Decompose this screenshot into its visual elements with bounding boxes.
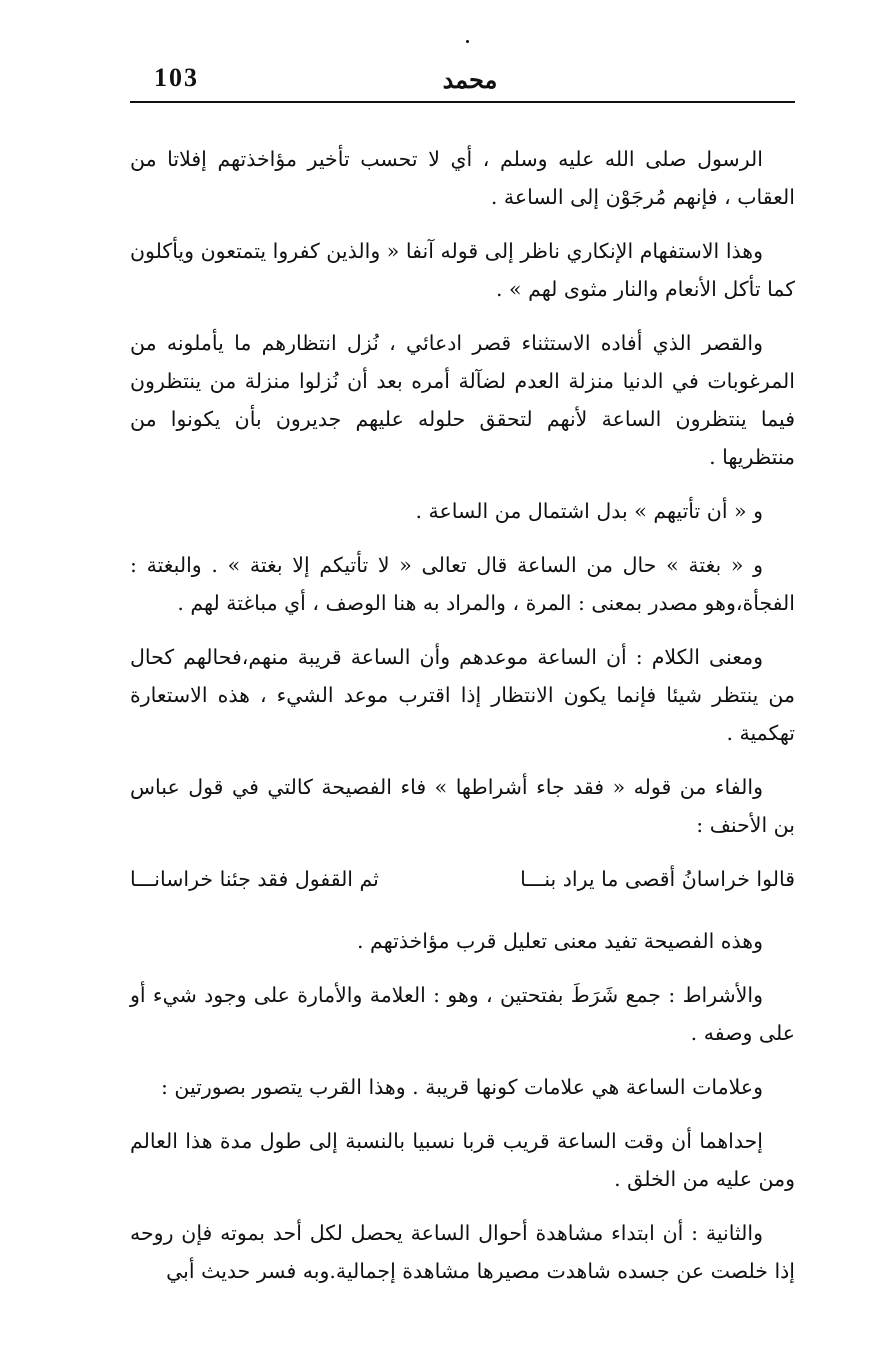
body-text: [130, 140, 795, 1306]
ornament-dot: [466, 40, 469, 43]
paragraph-5: و « بغتة » حال من الساعة قال تعالى « لا تأتيكم إلا بغتة » . والبغتة : الفجأة،وهو مصدر بمعنى : المرة ، والمراد به هنا الوصف ، أي مباغتة لهم .: [130, 553, 795, 615]
running-title: محمد: [442, 65, 498, 94]
verse-second-hemistich: ثم القفول فقد جئنا خراسانـــا: [130, 867, 379, 891]
paragraph-6: ومعنى الكلام : أن الساعة موعدهم وأن الساعة قريبة منهم،فحالهم كحال من ينتظر شيئا فإنما يكون الانتظار إذا اقترب موعد الشيء ، هذه الاستعارة تهكمية .: [130, 645, 795, 745]
paragraph-7: والفاء من قوله « فقد جاء أشراطها » فاء الفصيحة كالتي في قول عباس بن الأحنف :: [130, 775, 795, 837]
page-number: 103: [154, 63, 199, 92]
paragraph-9: والأشراط : جمع شَرَطَ بفتحتين ، وهو : العلامة والأمارة على وجود شيء أو على وصفه .: [130, 983, 795, 1045]
paragraph-11: إحداهما أن وقت الساعة قريب قربا نسبيا بالنسبة إلى طول مدة هذا العالم ومن عليه من الخلق .: [130, 1129, 795, 1191]
poetry-verse: [130, 860, 795, 898]
paragraph-1: الرسول صلى الله عليه وسلم ، أي لا تحسب تأخير مؤاخذتهم إفلاتا من العقاب ، فإنهم مُرجَوْن إلى الساعة .: [130, 147, 795, 209]
paragraph-4: و « أن تأتيهم » بدل اشتمال من الساعة .: [415, 499, 763, 523]
page-header: [130, 55, 795, 103]
paragraph-8: وهذه الفصيحة تفيد معنى تعليل قرب مؤاخذتهم .: [356, 929, 763, 953]
paragraph-3: والقصر الذي أفاده الاستثناء قصر ادعائي ، نُزل انتظارهم ما يأملونه من المرغوبات في الدنيا منزلة العدم لضآلة أمره بعد أن نُزلوا منزلة من ينتظرون فيما ينتظرون الساعة لأنهم لتحقق حلوله عليهم جديرون بأن يكونوا من منتظريها .: [130, 331, 795, 469]
paragraph-10: وعلامات الساعة هي علامات كونها قريبة . وهذا القرب يتصور بصورتين :: [160, 1075, 763, 1099]
paragraph-12: والثانية : أن ابتداء مشاهدة أحوال الساعة يحصل لكل أحد بموته فإن روحه إذا خلصت عن جسده شاهدت مصيرها مشاهدة إجمالية.وبه فسر حديث أبي: [130, 1221, 795, 1283]
paragraph-2: وهذا الاستفهام الإنكاري ناظر إلى قوله آنفا « والذين كفروا يتمتعون ويأكلون كما تأكل الأنعام والنار مثوى لهم » .: [130, 239, 795, 301]
verse-first-hemistich: قالوا خراسانُ أقصى ما يراد بنـــا: [520, 867, 795, 891]
